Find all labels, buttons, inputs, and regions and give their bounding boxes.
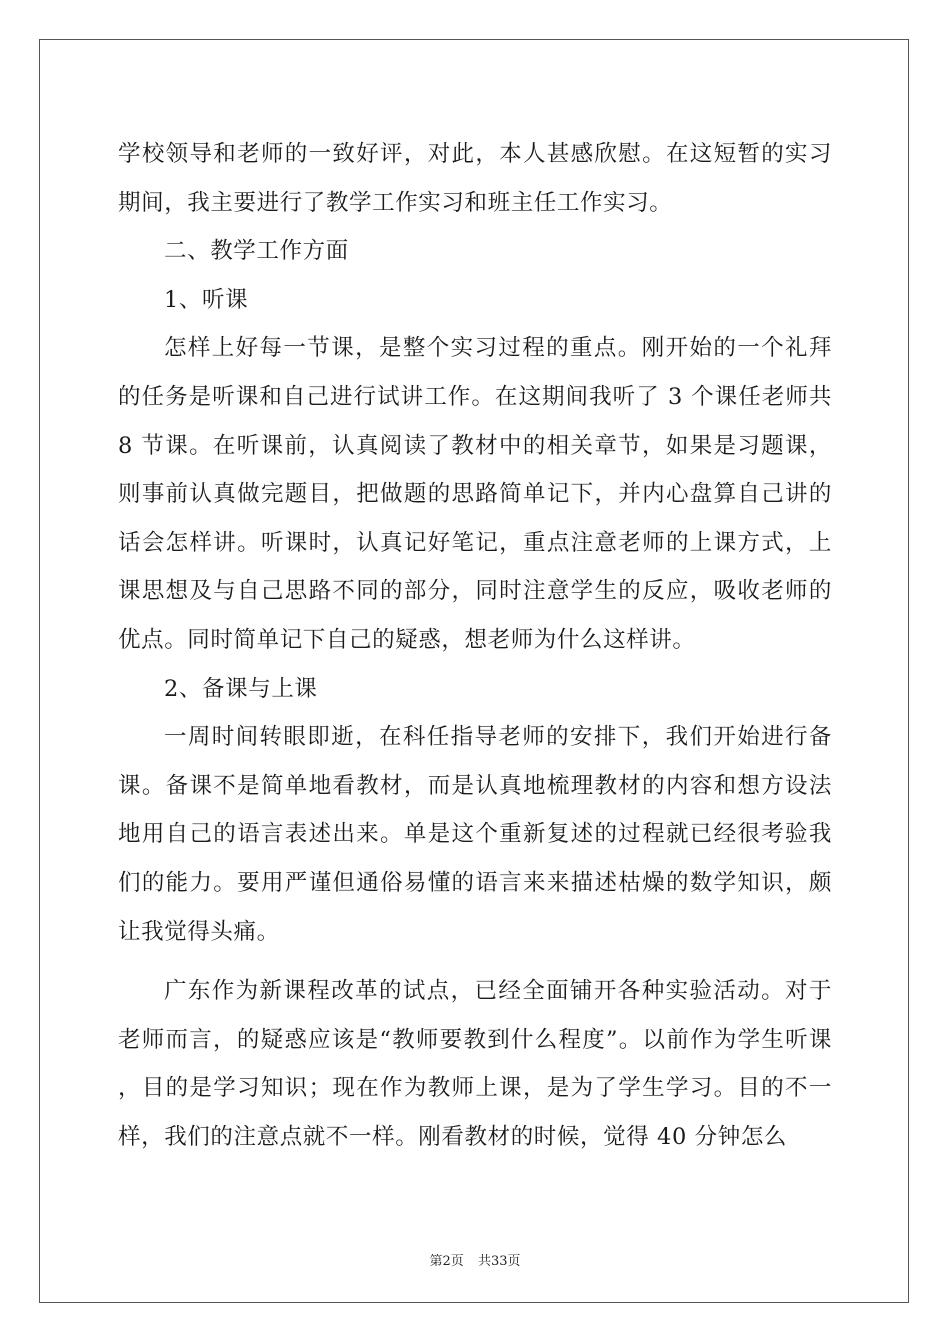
paragraph-reform: 广东作为新课程改革的试点，已经全面铺开各种实验活动。对于老师而言，的疑惑应该是“教师要教到什么程度”。以前作为学生听课，目的是学习知识；现在作为教师上课，是为了学生学习。目的不一样，我们的注意点就不一样。刚看教材的时候，觉得 40 分钟怎么 bbox=[118, 978, 832, 1150]
heading-preparation: 2、备课与上课 bbox=[164, 675, 318, 702]
page-footer bbox=[0, 1250, 950, 1269]
heading-teaching-work: 二、教学工作方面 bbox=[164, 238, 349, 265]
total-pages: 共33页 bbox=[477, 1254, 521, 1269]
document-body bbox=[118, 130, 832, 1161]
heading-listening: 1、听课 bbox=[164, 286, 249, 313]
paragraph-preparation: 一周时间转眼即逝，在科任指导老师的安排下，我们开始进行备课。备课不是简单地看教材，而是认真地梳理教材的内容和想方设法地用自己的语言表述出来。单是这个重新复述的过程就已经很考验我们的能力。要用严谨但通俗易懂的语言来来描述枯燥的数学知识，颇让我觉得头痛。 bbox=[118, 724, 832, 945]
paragraph-intro: 学校领导和老师的一致好评，对此，本人甚感欣慰。在这短暂的实习期间，我主要进行了教学工作实习和班主任工作实习。 bbox=[118, 141, 832, 216]
page-number: 第2页 bbox=[429, 1254, 464, 1269]
paragraph-listening: 怎样上好每一节课，是整个实习过程的重点。刚开始的一个礼拜的任务是听课和自己进行试讲工作。在这期间我听了 3 个课任老师共 8 节课。在听课前，认真阅读了教材中的相关章节，如果是习题课，则事前认真做完题目，把做题的思路简单记下，并内心盘算自己讲的话会怎样讲。听课时，认真记好笔记，重点注意老师的上课方式，上课思想及与自己思路不同的部分，同时注意学生的反应，吸收老师的优点。同时简单记下自己的疑惑，想老师为什么这样讲。 bbox=[118, 335, 832, 653]
